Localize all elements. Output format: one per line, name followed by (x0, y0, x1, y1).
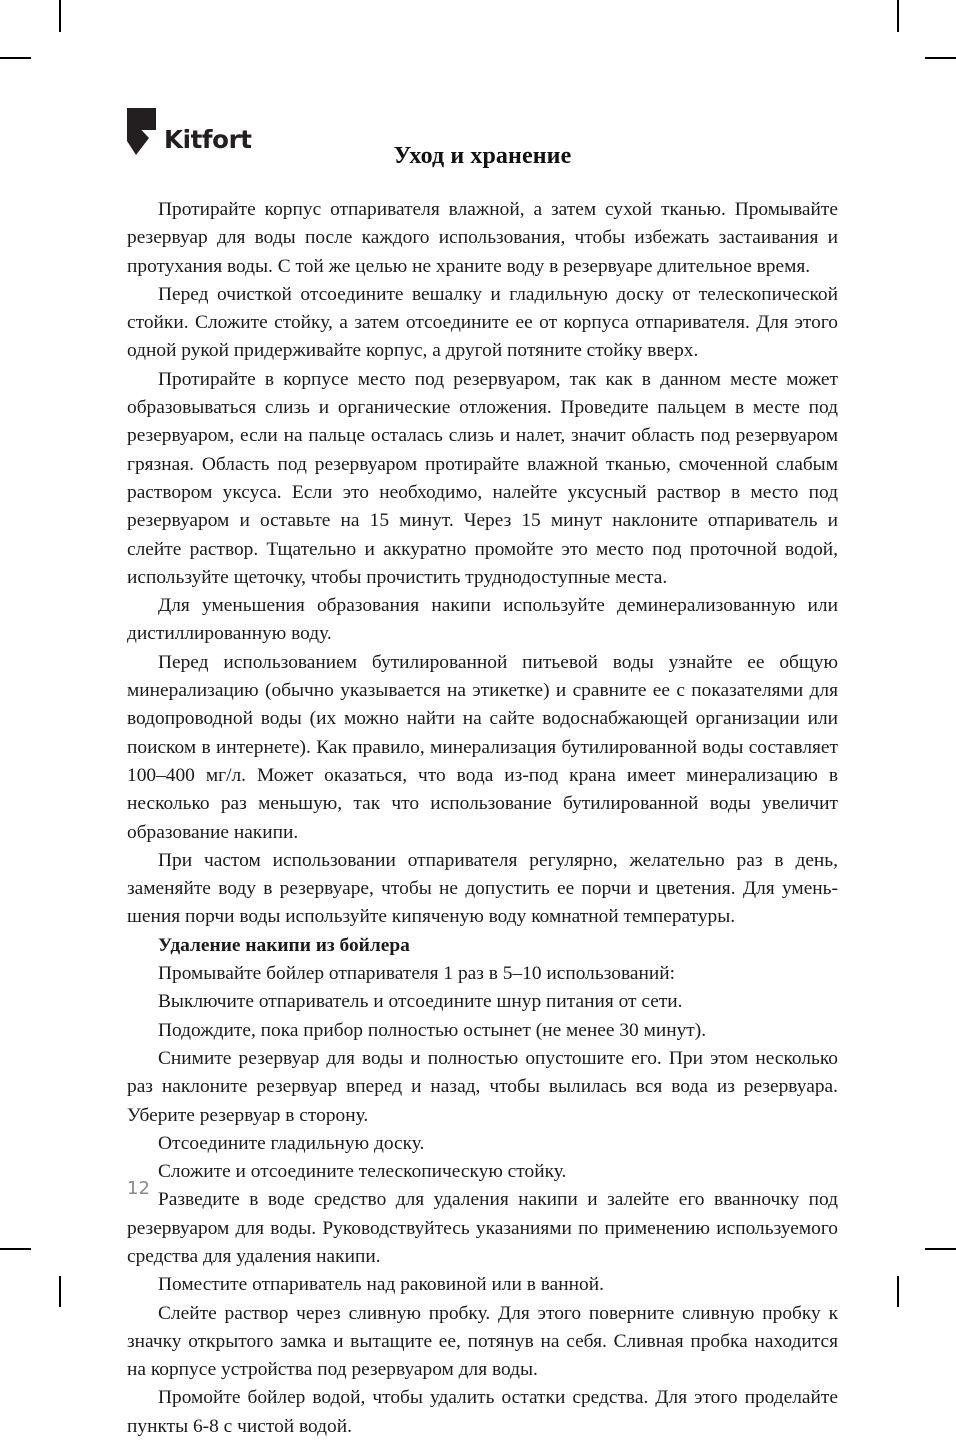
brand-wordmark: Kitfort (164, 124, 252, 154)
crop-mark-bottom-left-vertical (59, 1276, 61, 1307)
descaling-step-4: Отсоедините гладильную доску. (158, 1132, 425, 1154)
paragraph-care-1: Протирайте корпус отпаривателя влажной, а затем сухой тканью. Промывайте резервуар для воды после каждого использования, чтобы избежать застаивания и протухания воды. С той же целью не храните воду в резервуаре длительное время. (127, 199, 838, 277)
crop-mark-top-left-horizontal (0, 57, 31, 59)
descaling-step-8: Слейте раствор через сливную пробку. Для этого поверните сливную пробку к значку открытого замка и вытащите ее, потянув на себя. Сливная пробка находится на корпусе устройства под резервуаром для воды. (127, 1302, 838, 1381)
descaling-step-7: Поместите отпариватель над раковиной или в ванной. (158, 1274, 604, 1296)
paragraph-care-6: При частом использовании отпаривателя регулярно, желательно раз в день, заменяйте воду в резервуаре, чтобы не допустить ее порчи и цветения. Для уменьшения порчи воды используйте кипяченую воду комнатной температуры. (127, 849, 838, 928)
descaling-intro: Промывайте бойлер отпаривателя 1 раз в 5–10 использований: (158, 963, 675, 985)
paragraph-care-2: Перед очисткой отсоедините вешалку и гладильную доску от телескопической стойки. Сложите стойку, а затем отсоедините ее от корпуса отпаривателя. Для этого одной рукой придерживайте корпус, а другой потяните стойку вверх. (127, 283, 838, 362)
page-content (127, 0, 838, 1437)
crop-mark-bottom-right-vertical (897, 1276, 899, 1307)
paragraph-care-3: Протирайте в корпусе место под резервуаром, так как в данном месте может образовываться слизь и органические отложения. Проведите пальцем в месте под резервуаром, если на пальце осталась слизь и налет, значит область под резервуаром грязная. Область под резервуаром протирайте влажной тканью, смоченной слабым раствором уксуса. Если это необходимо, налейте уксусный раствор в место под резервуаром и оставьте на 15 минут. Через 15 минут наклоните отпариватель и слейте раствор. Тщательно и аккуратно промойте это место под проточной водой, используйте щеточку, чтобы прочистить труднодоступные места. (127, 368, 838, 588)
crop-mark-top-left-vertical (59, 0, 61, 32)
descaling-step-3: Снимите резервуар для воды и полностью опустошите его. При этом несколько раз наклоните резервуар вперед и назад, чтобы вылилась вся вода из резервуара. Уберите резервуар в сторону. (127, 1047, 838, 1126)
paragraph-care-5: Перед использованием бутилированной питьевой воды узнайте ее общую минерализацию (обычно указывается на этикетке) и сравните ее с показателями для водопроводной воды (их можно найти на сайте водоснабжающей организации или поиском в интернете). Как правило, минерализация бутилированной воды составляет 100–400 мг/л. Может оказаться, что вода из-под крана имеет минерализацию в несколько раз меньшую, так что использование бутилированной воды увеличит образование накипи. (127, 651, 838, 843)
page-number: 12 (127, 1178, 150, 1199)
descaling-step-2: Подождите, пока прибор полностью остынет (не менее 30 минут). (158, 1019, 707, 1041)
crop-mark-bottom-right-horizontal (925, 1248, 956, 1250)
page-title: Уход и хранение (393, 143, 572, 169)
descaling-step-1: Выключите отпариватель и отсоедините шнур питания от сети. (158, 991, 683, 1013)
descaling-step-5: Сложите и отсоедините телескопическую стойку. (158, 1161, 567, 1183)
crop-mark-top-right-horizontal (925, 57, 956, 59)
paragraph-care-4: Для уменьшения образования накипи используйте деминерализованную или дистиллированную воду. (127, 595, 838, 645)
descaling-step-9: Промойте бойлер водой, чтобы удалить остатки средства. Для этого проделайте пункты 6-8 с чистой водой. (127, 1387, 838, 1437)
crop-mark-bottom-left-horizontal (0, 1248, 31, 1250)
subheading-descaling: Удаление накипи из бойлера (158, 934, 410, 956)
descaling-step-6: Разведите в воде средство для удаления накипи и залейте его вванночку под резервуаром для воды. Руководствуйтесь указаниями по применению используемого средства для удаления накипи. (127, 1189, 838, 1267)
article-body (127, 196, 838, 1441)
crop-mark-top-right-vertical (897, 0, 899, 32)
